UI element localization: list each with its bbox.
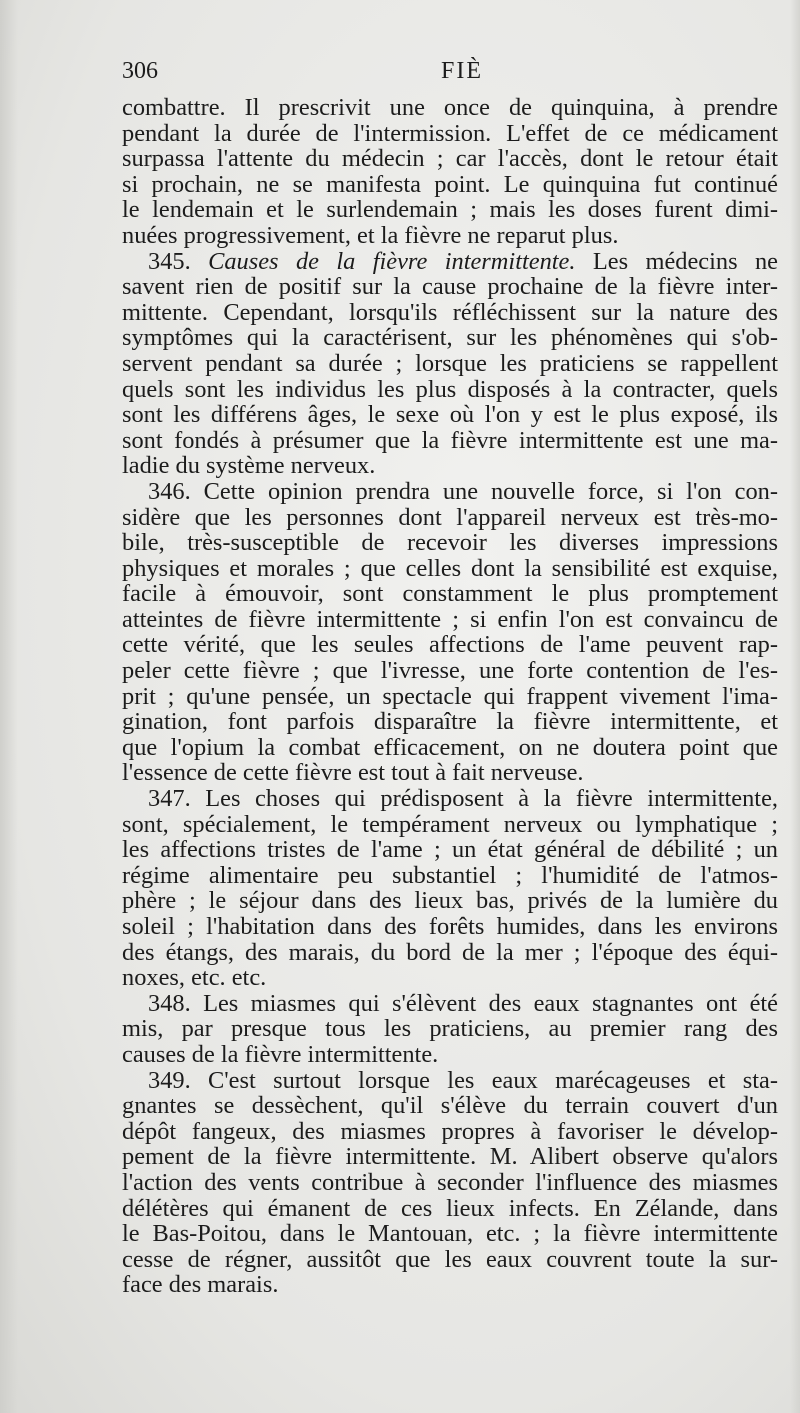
text-line: cesse de régner, aussitôt que les eaux couvrent toute la sur-: [122, 1245, 778, 1273]
page-number: 306: [122, 58, 158, 84]
text-line: le Bas-Poitou, dans le Mantouan, etc. ; la fièvre intermittente: [122, 1220, 778, 1248]
text-line: surpassa l'attente du médecin ; car l'accès, dont le retour était: [122, 145, 778, 173]
text-line: l'essence de cette fièvre est tout à fait nerveuse.: [122, 759, 584, 787]
text-line: nuées progressivement, et la fièvre ne reparut plus.: [122, 221, 619, 249]
text-line: pendant la durée de l'intermission. L'effet de ce médicament: [122, 119, 778, 147]
text-line: sont les différens âges, le sexe où l'on y est le plus exposé, ils: [122, 401, 778, 429]
text-line: symptômes qui la caractérisent, sur les phénomènes qui s'ob-: [122, 324, 778, 352]
text-line: [122, 249, 778, 275]
text-line: régime alimentaire peu substantiel ; l'humidité de l'atmos-: [122, 861, 778, 889]
text-line: que l'opium la combat efficacement, on ne doutera point que: [122, 733, 778, 761]
text-line: physiques et morales ; que celles dont la sensibilité est exquise,: [122, 554, 778, 582]
text-line: servent pendant sa durée ; lorsque les praticiens se rappellent: [122, 349, 778, 377]
text-line: combattre. Il prescrivit une once de quinquina, à prendre: [122, 94, 778, 121]
text-line: pement de la fièvre intermittente. M. Alibert observe qu'alors: [122, 1143, 778, 1171]
text-line: 348. Les miasmes qui s'élèvent des eaux stagnantes ont été: [148, 989, 778, 1017]
text-line: causes de la fièvre intermittente.: [122, 1040, 439, 1068]
line-text: Les médecins ne: [575, 247, 778, 275]
page-header: [122, 58, 778, 92]
text-line: des étangs, des marais, du bord de la mer ; l'époque des équi-: [122, 938, 778, 966]
text-line: gination, font parfois disparaître la fièvre intermittente, et: [122, 708, 778, 736]
paragraph-number: 345.: [148, 247, 209, 275]
text-line: noxes, etc. etc.: [122, 964, 267, 992]
text-line: soleil ; l'habitation dans des forêts humides, dans les environs: [122, 913, 778, 940]
text-line: atteintes de fièvre intermittente ; si enfin l'on est convaincu de: [122, 605, 778, 633]
text-line: bile, très-susceptible de recevoir les diverses impressions: [122, 529, 778, 557]
text-line: savent rien de positif sur la cause prochaine de la fièvre inter-: [122, 273, 778, 301]
text-line: mittente. Cependant, lorsqu'ils réfléchissent sur la nature des: [122, 298, 778, 326]
body-text: [122, 95, 778, 1298]
edge-shadow: [790, 0, 800, 1413]
text-line: dépôt fangeux, des miasmes propres à favoriser le dévelop-: [122, 1117, 778, 1145]
text-line: l'action des vents contribue à seconder l'influence des miasmes: [122, 1168, 778, 1196]
binding-shadow: [0, 0, 18, 1413]
text-line: 349. C'est surtout lorsque les eaux marécageuses et sta-: [148, 1066, 778, 1094]
text-line: si prochain, ne se manifesta point. Le quinquina fut continué: [122, 170, 778, 198]
text-line: sont fondés à présumer que la fièvre intermittente est une ma-: [122, 426, 778, 454]
text-line: les affections tristes de l'ame ; un état général de débilité ; un: [122, 836, 778, 864]
text-line: 346. Cette opinion prendra une nouvelle force, si l'on con-: [148, 477, 778, 505]
text-line: facile à émouvoir, sont constamment le plus promptement: [122, 580, 778, 608]
section-heading: Causes de la fièvre intermittente.: [208, 247, 576, 275]
text-line: le lendemain et le surlendemain ; mais les doses furent dimi-: [122, 196, 778, 224]
text-line: ladie du système nerveux.: [122, 452, 376, 480]
text-line: gnantes se dessèchent, qu'il s'élève du terrain couvert d'un: [122, 1092, 778, 1120]
text-line: 347. Les choses qui prédisposent à la fièvre intermittente,: [148, 785, 778, 813]
text-line: face des marais.: [122, 1271, 279, 1299]
text-line: mis, par presque tous les praticiens, au premier rang des: [122, 1015, 778, 1043]
text-line: phère ; le séjour dans des lieux bas, privés de la lumière du: [122, 887, 778, 915]
text-line: quels sont les individus les plus disposés à la contracter, quels: [122, 375, 778, 403]
text-line: sont, spécialement, le tempérament nerveux ou lymphatique ;: [122, 810, 778, 838]
text-line: sidère que les personnes dont l'appareil nerveux est très-mo-: [122, 503, 778, 531]
running-head: FIÈ: [441, 58, 483, 84]
text-line: délétères qui émanent de ces lieux infects. En Zélande, dans: [122, 1194, 778, 1222]
text-line: prit ; qu'une pensée, un spectacle qui frappent vivement l'ima-: [122, 682, 778, 710]
text-line: peler cette fièvre ; que l'ivresse, une forte contention de l'es-: [122, 657, 778, 685]
text-line: cette vérité, que les seules affections de l'ame peuvent rap-: [122, 631, 778, 659]
